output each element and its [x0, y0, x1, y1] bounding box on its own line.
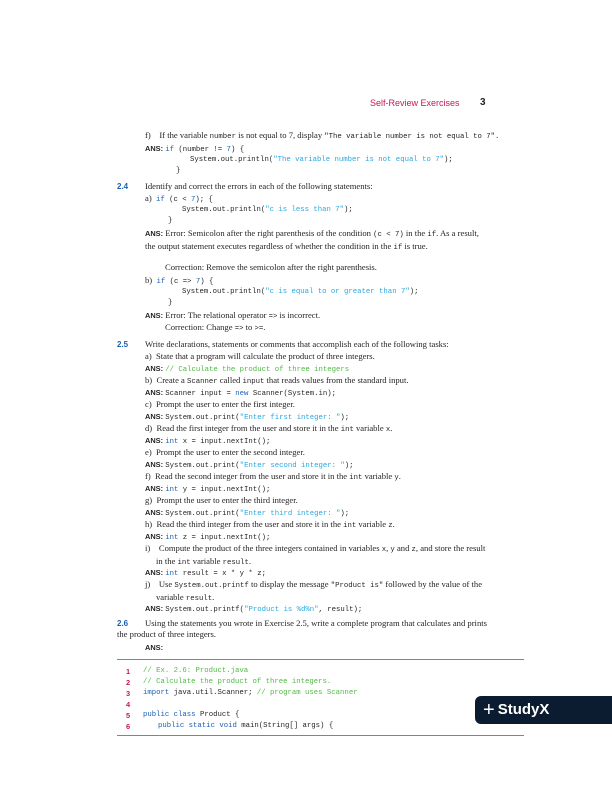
exercise-b-answer: ANS: Error: The relational operator => is incorrect.	[145, 310, 321, 321]
task-f-answer: ANS: int y = input.nextInt();	[145, 484, 271, 494]
page-number: 3	[480, 97, 486, 108]
exercise-intro: Write declarations, statements or comments that accomplish each of the following tasks:	[145, 339, 449, 349]
exercise-answer-label: ANS:	[145, 643, 164, 652]
exercise-b-correction: Correction: Change => to >=.	[165, 322, 266, 333]
exercise-number: 2.6	[117, 619, 129, 628]
task-g-answer: ANS: System.out.print("Enter third integer: ");	[145, 508, 350, 518]
code-line: public class Product {	[143, 711, 240, 719]
line-number: 1	[126, 667, 131, 676]
exercise-intro: Identify and correct the errors in each of the following statements:	[145, 181, 373, 191]
line-number: 2	[126, 678, 131, 687]
code-line: System.out.println("c is equal to or greater than 7");	[182, 288, 419, 296]
exercise-f-answer: ANS: if (number != 7) {	[145, 144, 245, 154]
task-e-answer: ANS: System.out.print("Enter second integer: ");	[145, 460, 354, 470]
code-line: System.out.println("c is less than 7");	[182, 206, 353, 214]
task-h-answer: ANS: int z = input.nextInt();	[145, 532, 271, 542]
task-j: j) Use System.out.printf to display the message "Product is" followed by the value of the variable result.	[145, 579, 483, 603]
exercise-b-statement: b) if (c => 7) {	[145, 275, 214, 286]
task-c: c) Prompt the user to enter the first integer.	[145, 399, 295, 409]
code-bottom-rule	[117, 735, 524, 736]
task-h: h) Read the third integer from the user and store it in the int variable z.	[145, 519, 395, 530]
task-i-answer: ANS: int result = x * y * z;	[145, 568, 266, 578]
task-a-answer: ANS: // Calculate the product of three integers	[145, 364, 350, 374]
code-line: // Calculate the product of three integers.	[143, 678, 332, 686]
studyx-label: StudyX	[497, 701, 550, 718]
studyx-badge[interactable]	[475, 696, 612, 724]
line-number: 3	[126, 689, 131, 698]
task-b-answer: ANS: Scanner input = new Scanner(System.in);	[145, 388, 337, 398]
code-line: }	[176, 167, 181, 175]
code-line: import java.util.Scanner; // program uses Scanner	[143, 689, 358, 697]
line-number: 6	[126, 722, 131, 731]
task-j-answer: ANS: System.out.printf("Product is %d%n", result);	[145, 604, 363, 614]
exercise-a-statement: a) if (c < 7); {	[145, 193, 213, 204]
code-line: }	[168, 217, 173, 225]
code-line: public static void main(String[] args) {	[158, 722, 334, 730]
running-header: Self-Review Exercises	[370, 98, 460, 108]
task-d-answer: ANS: int x = input.nextInt();	[145, 436, 271, 446]
exercise-a-answer: ANS: Error: Semicolon after the right parenthesis of the condition (c < 7) in the if. As a result, the output statement executes regardless of whether the condition in the if is true.	[145, 228, 479, 252]
task-e: e) Prompt the user to enter the second integer.	[145, 447, 305, 457]
exercise-number: 2.4	[117, 182, 129, 191]
code-line: System.out.println("The variable number is not equal to 7");	[190, 156, 453, 164]
exercise-f-question: f) If the variable number is not equal to 7, display "The variable number is not equal to 7".	[145, 130, 500, 141]
task-b: b) Create a Scanner called input that reads values from the standard input.	[145, 375, 409, 386]
code-top-rule	[117, 659, 524, 660]
exercise-text: Using the statements you wrote in Exercise 2.5, write a complete program that calculates and prints the product of three integers.	[117, 618, 487, 639]
exercise-a-correction: Correction: Remove the semicolon after the right parenthesis.	[165, 262, 377, 272]
exercise-number: 2.5	[117, 340, 129, 349]
code-line: }	[168, 299, 173, 307]
task-c-answer: ANS: System.out.print("Enter first integer: ");	[145, 412, 350, 422]
task-a: a) State that a program will calculate the product of three integers.	[145, 351, 375, 361]
task-g: g) Prompt the user to enter the third integer.	[145, 495, 298, 505]
code-line: // Ex. 2.6: Product.java	[143, 667, 249, 675]
line-number: 4	[126, 700, 131, 709]
task-f: f) Read the second integer from the user and store it in the int variable y.	[145, 471, 401, 482]
task-i: i) Compute the product of the three integers contained in variables x, y and z, and store the result in the int variable result.	[145, 543, 486, 567]
line-number: 5	[126, 711, 131, 720]
task-d: d) Read the first integer from the user and store it in the int variable x.	[145, 423, 393, 434]
plus-icon: +	[483, 699, 495, 721]
